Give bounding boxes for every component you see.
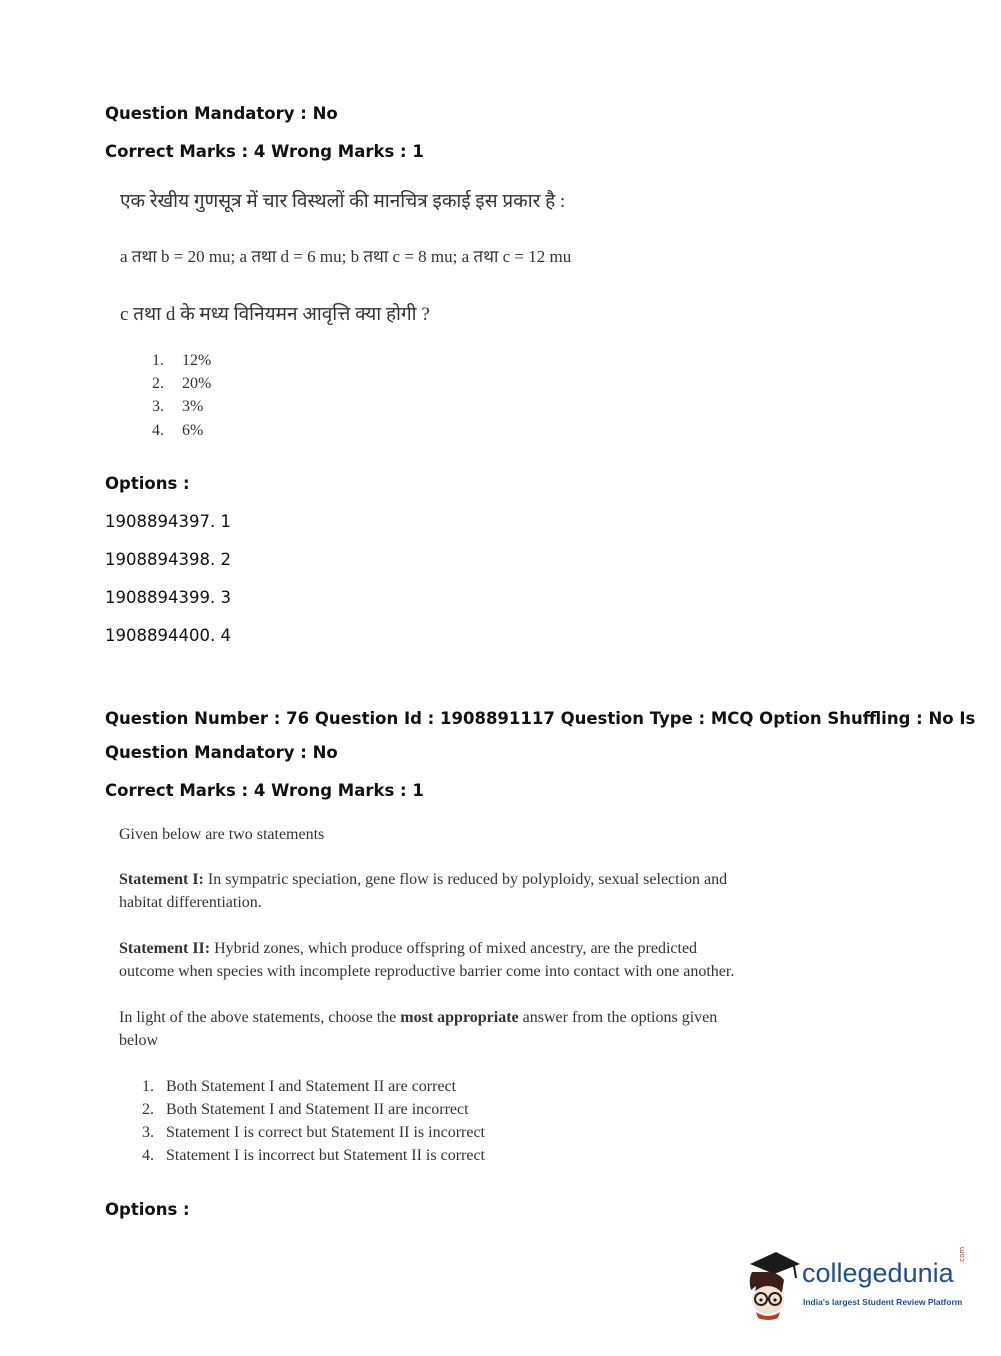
q76-choice: 2. Both Statement I and Statement II are incorrect <box>142 1101 469 1118</box>
q76-options-label: Options : <box>105 1200 190 1219</box>
q75-choice: 3. 3% <box>152 398 204 415</box>
statement-1-label: Statement I: <box>119 871 204 888</box>
emphasis: most appropriate <box>400 1009 519 1026</box>
q75-question-line-3: c तथा d के मध्य विनियमन आवृत्ति क्या होगी ? <box>120 304 430 325</box>
q76-statement-2-cont: outcome when species with incomplete reproductive barrier come into contact with one another. <box>119 963 735 980</box>
q76-choice: 1. Both Statement I and Statement II are correct <box>142 1078 457 1095</box>
q75-option-1: 1908894397. 1 <box>105 512 231 531</box>
q76-intro: Given below are two statements <box>119 826 325 843</box>
q75-choice: 2. 20% <box>152 375 212 392</box>
q75-option-3: 1908894399. 3 <box>105 588 231 607</box>
q75-question-line-2: a तथा b = 20 mu; a तथा d = 6 mu; b तथा c = 8 mu; a तथा c = 12 mu <box>120 247 572 266</box>
brand-name: collegedunia <box>802 1258 954 1288</box>
q75-choice: 1. 12% <box>152 352 212 369</box>
collegedunia-logo <box>742 1246 972 1320</box>
q75-option-4: 1908894400. 4 <box>105 626 231 645</box>
q76-marks: Correct Marks : 4 Wrong Marks : 1 <box>105 781 424 800</box>
q75-mandatory: Question Mandatory : No <box>105 104 338 123</box>
q76-statement-1: Statement I: In sympatric speciation, gene flow is reduced by polyploidy, sexual selection and <box>119 871 728 888</box>
q76-statement-1-cont: habitat differentiation. <box>119 894 262 911</box>
q76-instruction: In light of the above statements, choose the most appropriate answer from the options given <box>119 1009 718 1026</box>
q75-question-line-1: एक रेखीय गुणसूत्र में चार विस्थलों की मानचित्र इकाई इस प्रकार है : <box>120 191 566 212</box>
q76-mandatory: Question Mandatory : No <box>105 743 338 762</box>
q76-choice: 3. Statement I is correct but Statement II is incorrect <box>142 1124 485 1141</box>
statement-2-label: Statement II: <box>119 940 211 957</box>
brand-tagline: India's largest Student Review Platform <box>803 1297 963 1307</box>
q75-choice: 4. 6% <box>152 422 204 439</box>
q76-statement-2: Statement II: Hybrid zones, which produce offspring of mixed ancestry, are the predicted <box>119 940 698 957</box>
q76-choice: 4. Statement I is incorrect but Statement II is correct <box>142 1147 485 1164</box>
q75-options-label: Options : <box>105 474 190 493</box>
q76-header: Question Number : 76 Question Id : 1908891117 Question Type : MCQ Option Shuffling : No Is <box>105 709 976 728</box>
mascot-icon <box>742 1250 802 1320</box>
brand-dotcom: .com <box>958 1246 966 1264</box>
q75-option-2: 1908894398. 2 <box>105 550 231 569</box>
q75-marks: Correct Marks : 4 Wrong Marks : 1 <box>105 142 424 161</box>
q76-instruction-cont: below <box>119 1032 159 1049</box>
